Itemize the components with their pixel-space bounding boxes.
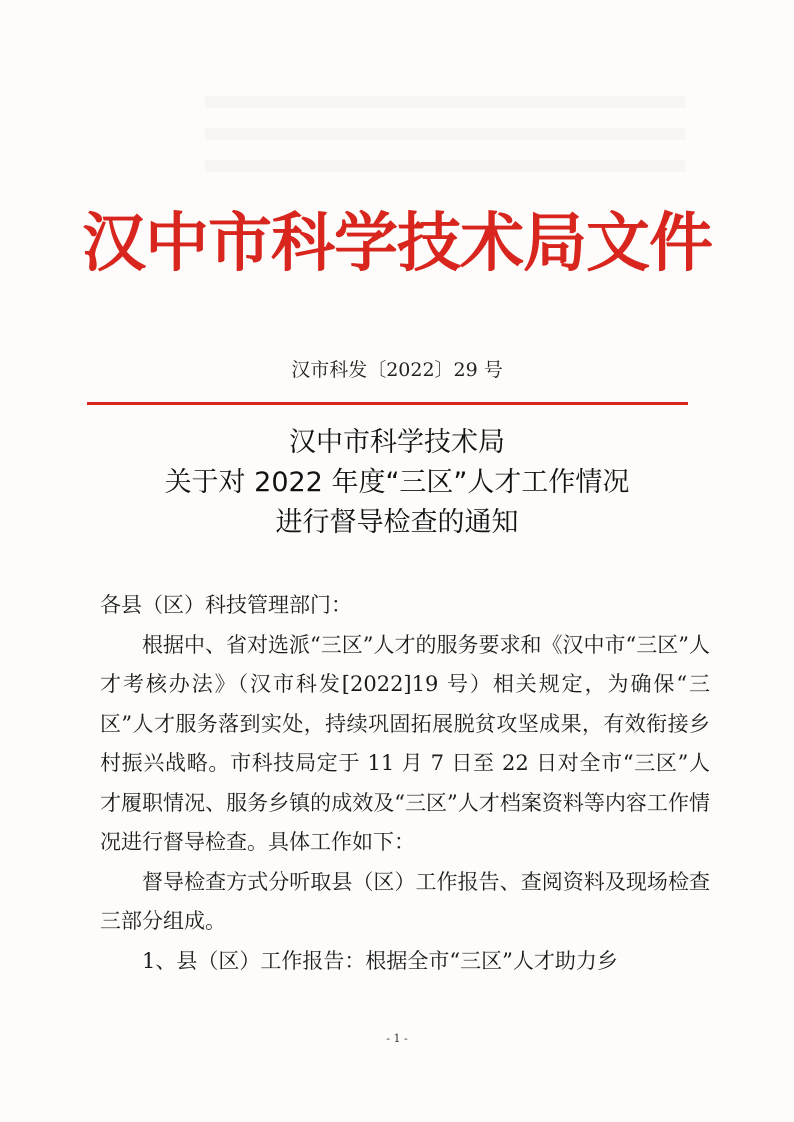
body-paragraph: 根据中、省对选派“三区”人才的服务要求和《汉中市“三区”人才考核办法》（汉市科发[2022]19 号）相关规定，为确保“三区”人才服务落到实处，持续巩固拓展脱贫攻坚成果，有效衔接乡村振兴战略。市科技局定于 11 月 7 日至 22 日对全市“三区”人才履职情况、服务乡镇的成效及“三区”人才档案资料等内容工作情况进行督导检查。具体工作如下： xyxy=(100,632,710,854)
notice-title xyxy=(0,423,794,543)
body-paragraph: 1、县（区）工作报告：根据全市“三区”人才助力乡 xyxy=(142,948,618,973)
body-paragraph: 督导检查方式分听取县（区）工作报告、查阅资料及现场检查三部分组成。 xyxy=(100,869,710,933)
document-number: 汉市科发〔2022〕29 号 xyxy=(291,359,503,381)
notice-body xyxy=(100,586,710,981)
show-through-line xyxy=(205,128,685,140)
show-through-line xyxy=(205,96,685,108)
red-divider-line xyxy=(87,402,688,405)
issuer-header-title: 汉中市科学技术局文件 xyxy=(82,206,712,281)
page-number: - 1 - xyxy=(386,1032,408,1045)
show-through-line xyxy=(205,160,685,172)
notice-title-line: 进行督导检查的通知 xyxy=(275,507,519,538)
salutation: 各县（区）科技管理部门： xyxy=(100,593,352,617)
notice-title-line: 关于对 2022 年度“三区”人才工作情况 xyxy=(164,467,630,498)
notice-title-line: 汉中市科学技术局 xyxy=(289,427,505,458)
